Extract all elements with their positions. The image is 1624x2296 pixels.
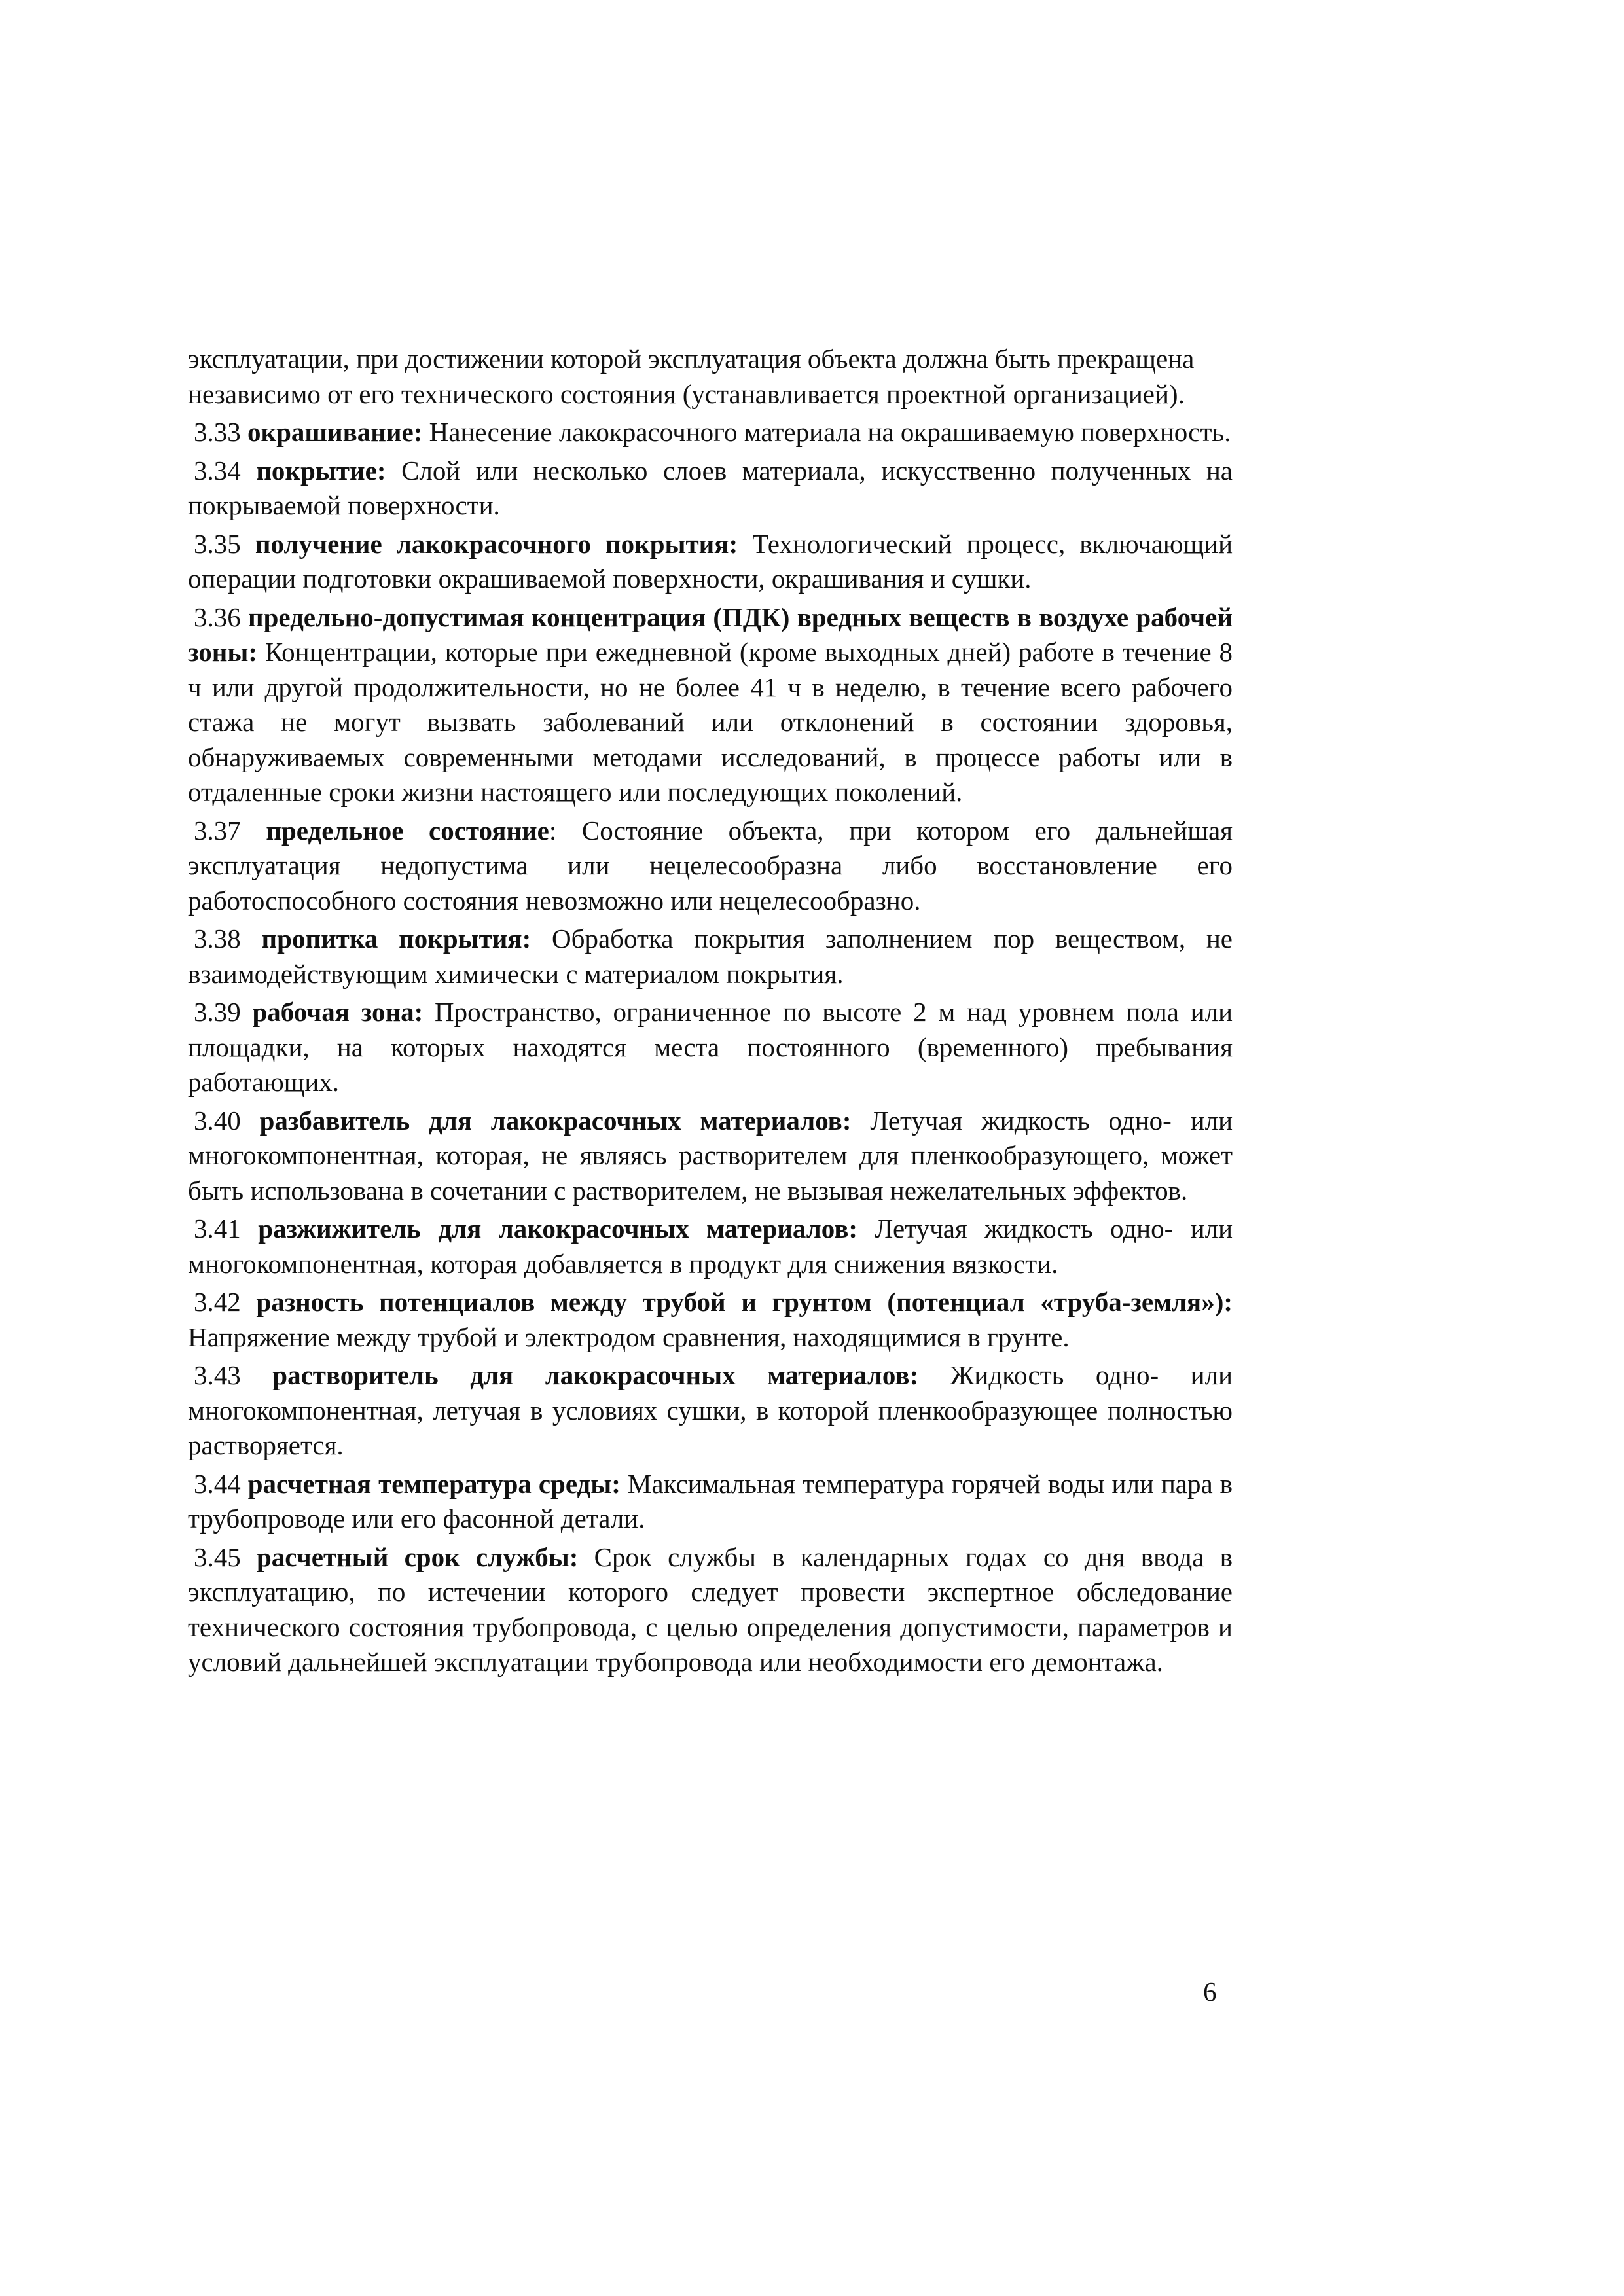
term-definition: Максимальная температура горячей воды или пара в трубопроводе или его фасонной детали.: [188, 1468, 1233, 1534]
term-definition: Обработка покрытия заполнением пор веществом, не взаимодействующим химически с материалом покрытия.: [188, 924, 1233, 989]
term-title: разбавитель для лакокрасочных материалов:: [259, 1105, 852, 1136]
term-entry: [188, 995, 1233, 1100]
term-number: 3.38: [194, 924, 241, 954]
term-definition: Пространство, ограниченное по высоте 2 м над уровнем пола или площадки, на которых находятся места постоянного (временного) пребывания работающих.: [188, 997, 1233, 1097]
term-number: 3.34: [194, 455, 241, 486]
term-title: растворитель для лакокрасочных материалов:: [272, 1360, 919, 1390]
term-title: предельное состояние: [266, 815, 549, 846]
term-definition: Технологический процесс, включающий операции подготовки окрашиваемой поверхности, окрашивания и сушки.: [188, 528, 1233, 594]
term-title: расчетный срок службы:: [256, 1541, 579, 1572]
term-entry: [188, 1103, 1233, 1209]
term-definition: Жидкость одно- или многокомпонентная, летучая в условиях сушки, в которой пленкообразующее полностью растворяется.: [188, 1360, 1233, 1460]
term-definition: Концентрации, которые при ежедневной (кроме выходных дней) работе в течение 8 ч или другой продолжительности, но не более 41 ч в неделю, в течение всего рабочего стажа не могут вызвать заболеваний или отклонений в состоянии здоровья, обнаруживаемых современными методами исследований, в процессе работы или в отдаленные сроки жизни настоящего или последующих поколений.: [188, 637, 1233, 807]
term-title: получение лакокрасочного покрытия:: [255, 528, 738, 559]
term-entry: [188, 415, 1233, 450]
term-number: 3.36: [194, 601, 241, 632]
term-number: 3.41: [194, 1213, 241, 1244]
term-title: расчетная температура среды:: [247, 1468, 621, 1499]
term-definition: Летучая жидкость одно- или многокомпонентная, которая добавляется в продукт для снижения вязкости.: [188, 1213, 1233, 1279]
document-body: [188, 342, 1233, 1683]
term-title: покрытие:: [256, 455, 386, 486]
term-entry: [188, 1358, 1233, 1463]
term-number: 3.35: [194, 528, 241, 559]
term-entry: [188, 1211, 1233, 1282]
term-number: 3.37: [194, 815, 241, 846]
term-number: 3.42: [194, 1287, 241, 1317]
term-title: окрашивание:: [247, 417, 423, 447]
page-number: 6: [1203, 1977, 1217, 2007]
term-number: 3.40: [194, 1105, 241, 1136]
term-definition: Нанесение лакокрасочного материала на окрашиваемую поверхность.: [429, 417, 1231, 447]
term-definition: Летучая жидкость одно- или многокомпонентная, которая, не являясь растворителем для пленкообразующего, может быть использована в сочетании с растворителем, не вызывая нежелательных эффектов.: [188, 1105, 1233, 1206]
term-entry: [188, 1540, 1233, 1680]
term-entry: [188, 814, 1233, 919]
term-definition: Напряжение между трубой и электродом сравнения, находящимися в грунте.: [188, 1321, 1070, 1352]
terms-list: [188, 415, 1233, 1680]
term-entry: [188, 600, 1233, 810]
term-title: предельно-допустимая концентрация (ПДК) вредных веществ в воздухе рабочей зоны:: [188, 601, 1233, 667]
term-title: разжижитель для лакокрасочных материалов:: [258, 1213, 858, 1244]
term-entry: [188, 1467, 1233, 1537]
term-title: разность потенциалов между трубой и грунтом (потенциал «труба-земля»):: [256, 1287, 1233, 1317]
term-entry: [188, 527, 1233, 597]
intro-paragraph: эксплуатации, при достижении которой эксплуатация объекта должна быть прекращена независимо от его технического состояния (устанавливается проектной организацией).: [188, 344, 1195, 409]
term-number: 3.33: [194, 417, 241, 447]
term-number: 3.45: [194, 1541, 241, 1572]
term-entry: [188, 1285, 1233, 1355]
term-definition: Срок службы в календарных годах со дня ввода в эксплуатацию, по истечении которого следует провести экспертное обследование технического состояния трубопровода, с целью определения допустимости, параметров и условий дальнейшей эксплуатации трубопровода или необходимости его демонтажа.: [188, 1541, 1233, 1677]
term-number: 3.39: [194, 997, 241, 1027]
term-title: пропитка покрытия:: [261, 924, 532, 954]
term-title: рабочая зона:: [252, 997, 424, 1027]
term-number: 3.43: [194, 1360, 241, 1390]
term-entry: [188, 922, 1233, 992]
term-definition: Слой или несколько слоев материала, искусственно полученных на покрываемой поверхности.: [188, 455, 1233, 520]
term-definition: : Состояние объекта, при котором его дальнейшая эксплуатация недопустима или нецелесообразна либо восстановление его работоспособного состояния невозможно или нецелесообразно.: [188, 815, 1233, 916]
term-number: 3.44: [194, 1468, 241, 1499]
term-entry: [188, 454, 1233, 524]
